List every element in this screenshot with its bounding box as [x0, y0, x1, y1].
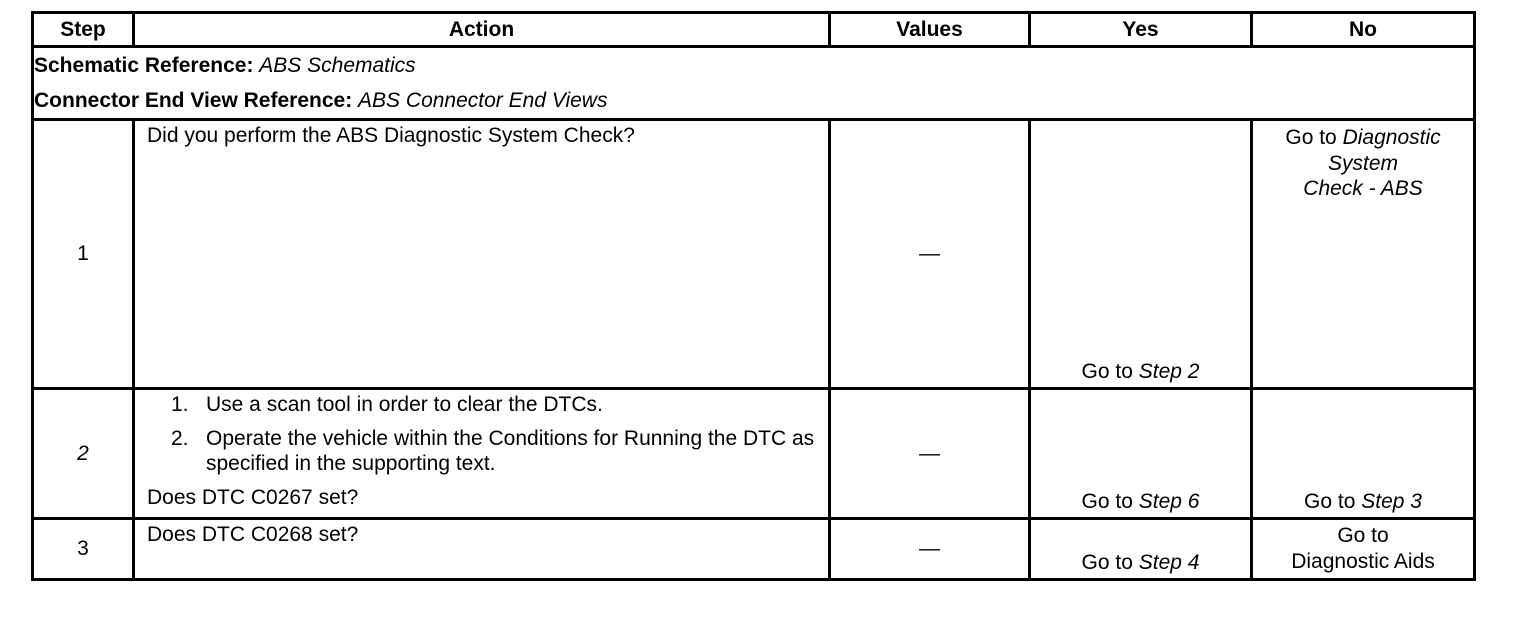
header-action: Action — [134, 13, 830, 47]
yes-cell — [1030, 519, 1252, 580]
yes-step-link[interactable]: Step 6 — [1138, 490, 1200, 514]
substep-list — [147, 392, 816, 477]
schematic-reference-link[interactable]: ABS Schematics — [259, 54, 416, 77]
connector-reference-label: Connector End View Reference: — [34, 89, 353, 112]
no-cell — [1252, 120, 1475, 389]
no-system-link[interactable]: System — [1327, 151, 1398, 175]
header-no: No — [1252, 13, 1475, 47]
no-prefix: Go to — [1304, 490, 1356, 514]
yes-prefix: Go to — [1081, 490, 1133, 514]
values-dash: — — [830, 389, 1030, 519]
substep-number: 1. — [171, 393, 189, 416]
header-values: Values — [830, 13, 1030, 47]
action-text: Did you perform the ABS Diagnostic System Check? — [134, 120, 830, 389]
step-number: 2 — [33, 389, 134, 519]
question-text: Does DTC C0267 set? — [147, 485, 359, 509]
no-line-1: Go to — [1337, 524, 1389, 548]
table-row — [33, 389, 1475, 519]
yes-prefix: Go to — [1081, 360, 1133, 384]
yes-prefix: Go to — [1081, 551, 1133, 575]
no-cell — [1252, 519, 1475, 580]
header-row — [33, 13, 1475, 47]
schematic-reference — [34, 48, 1473, 83]
diagnostic-table — [31, 11, 1476, 581]
no-step-link[interactable]: Step 3 — [1361, 490, 1422, 514]
header-step: Step — [33, 13, 134, 47]
substep-text: Use a scan tool in order to clear the DTCs. — [206, 393, 603, 416]
yes-step-link[interactable]: Step 2 — [1138, 360, 1200, 384]
action-cell — [134, 389, 830, 519]
table-row — [33, 519, 1475, 580]
schematic-reference-label: Schematic Reference: — [34, 54, 254, 77]
yes-cell — [1030, 120, 1252, 389]
substep-number: 2. — [171, 426, 189, 450]
no-diagnostic-link[interactable]: Diagnostic — [1342, 126, 1441, 149]
yes-cell — [1030, 389, 1252, 519]
connector-reference — [34, 83, 1473, 118]
reference-cell — [33, 47, 1475, 120]
step-number: 1 — [33, 120, 134, 389]
no-diagnostic-aids-link[interactable]: Diagnostic Aids — [1291, 550, 1435, 573]
values-dash: — — [830, 519, 1030, 580]
no-cell — [1252, 389, 1475, 519]
list-item — [171, 426, 816, 477]
list-item — [171, 392, 816, 418]
table-row — [33, 120, 1475, 389]
values-dash: — — [830, 120, 1030, 389]
action-text: Does DTC C0268 set? — [134, 519, 830, 580]
no-check-abs-link[interactable]: Check - ABS — [1303, 177, 1423, 201]
connector-reference-link[interactable]: ABS Connector End Views — [358, 89, 608, 112]
yes-step-link[interactable]: Step 4 — [1138, 551, 1200, 575]
step-number: 3 — [33, 519, 134, 580]
no-prefix: Go to — [1285, 126, 1337, 149]
header-yes: Yes — [1030, 13, 1252, 47]
substep-text: Operate the vehicle within the Conditions for Running the DTC as specified in the supporting text. — [206, 426, 815, 476]
reference-row — [33, 47, 1475, 120]
